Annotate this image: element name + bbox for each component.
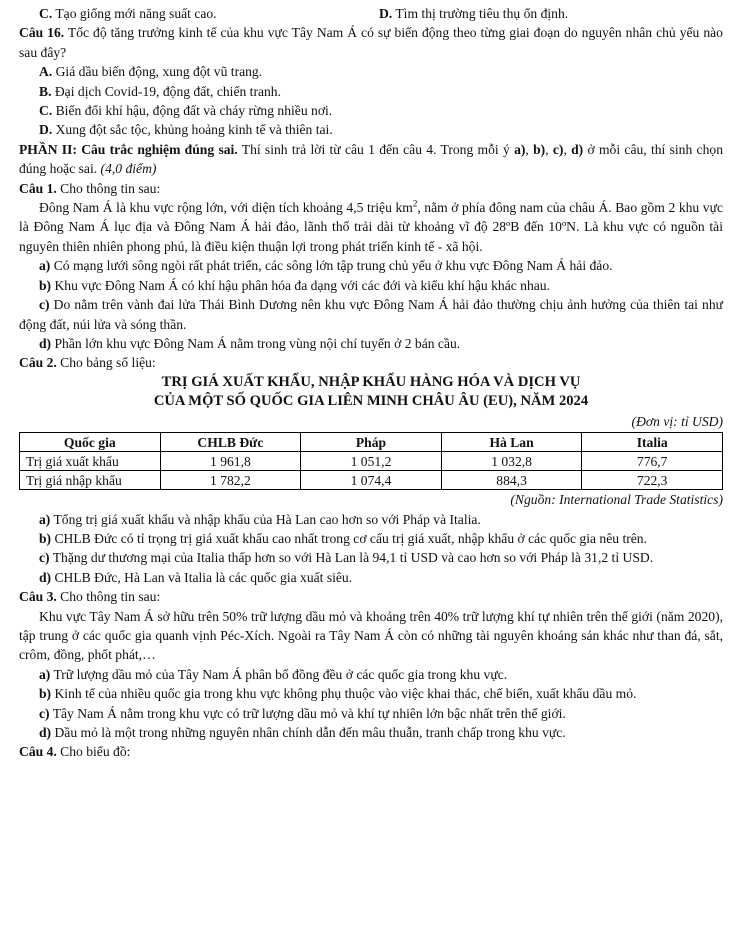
c2-heading: Câu 2. Cho bảng số liệu: xyxy=(19,355,156,371)
q16-question: Câu 16. Tốc độ tăng trưởng kinh tế của khu vực Tây Nam Á có sự biến động theo từng giai đoạn do nguyên nhân chủ yếu nào sau đây? xyxy=(19,25,723,60)
q15-option-c[interactable]: C. Tạo giống mới năng suất cao. xyxy=(39,6,217,21)
table-cell: Trị giá nhập khẩu xyxy=(20,471,161,490)
table-cell: 1 074,4 xyxy=(301,471,442,490)
c1-heading: Câu 1. Cho thông tin sau: xyxy=(19,180,161,196)
q16-option-c[interactable]: C. Biến đổi khí hậu, động đất và cháy rừng nhiều nơi. xyxy=(39,103,333,119)
c1-item-b[interactable]: b) Khu vực Đông Nam Á có khí hậu phân hóa đa dạng với các đới và kiểu khí hậu khác nhau. xyxy=(39,277,550,293)
table-header: Quốc gia xyxy=(20,433,161,452)
c3-item-b[interactable]: b) Kinh tế của nhiều quốc gia trong khu vực không phụ thuộc vào việc khai thác, chế biến, xuất khẩu dầu mỏ. xyxy=(39,686,637,702)
c2-item-a[interactable]: a) Tổng trị giá xuất khẩu và nhập khẩu của Hà Lan cao hơn so với Pháp và Italia. xyxy=(39,511,481,527)
c4-heading: Câu 4. Cho biểu đồ: xyxy=(19,744,131,760)
c1-item-c[interactable]: c) Do nằm trên vành đai lửa Thái Bình Dương nên khu vực Đông Nam Á hải đảo thường chịu ảnh hưởng của thiên tai như động đất, núi lửa và sóng thần. xyxy=(19,297,723,332)
c3-passage: Khu vực Tây Nam Á sở hữu trên 50% trữ lượng dầu mỏ và khoảng trên 40% trữ lượng khí tự nhiên trên thế giới (năm 2020), tập trung ở các quốc gia quanh vịnh Péc-Xích. Ngoài ra Tây Nam Á còn có những tài nguyên khoáng sản khác như than đá, sắt, crôm, đồng, phốt phát,… xyxy=(19,608,723,663)
table-header-row xyxy=(20,433,723,452)
table-cell: 1 782,2 xyxy=(160,471,301,490)
trade-table xyxy=(19,432,723,490)
table-unit: (Đơn vị: tỉ USD) xyxy=(631,413,723,429)
table-row xyxy=(20,471,723,490)
q16-option-d[interactable]: D. Xung đột sắc tộc, khủng hoảng kinh tế và thiên tai. xyxy=(39,122,333,138)
c2-item-d[interactable]: d) CHLB Đức, Hà Lan và Italia là các quốc gia xuất siêu. xyxy=(39,569,353,585)
c3-item-a[interactable]: a) Trữ lượng dầu mỏ của Tây Nam Á phân bố đồng đều ở các quốc gia trong khu vực. xyxy=(39,666,508,682)
table-cell: 1 961,8 xyxy=(160,452,301,471)
table-title-line2: CỦA MỘT SỐ QUỐC GIA LIÊN MINH CHÂU ÂU (EU), NĂM 2024 xyxy=(153,393,589,410)
table-header: Pháp xyxy=(301,433,442,452)
table-cell: 776,7 xyxy=(582,452,723,471)
c3-heading: Câu 3. Cho thông tin sau: xyxy=(19,589,161,605)
q15-options xyxy=(19,4,723,23)
table-header: CHLB Đức xyxy=(160,433,301,452)
table-cell: 1 032,8 xyxy=(441,452,582,471)
table-title-line1: TRỊ GIÁ XUẤT KHẨU, NHẬP KHẨU HÀNG HÓA VÀ DỊCH VỤ xyxy=(161,373,581,390)
table-cell: 1 051,2 xyxy=(301,452,442,471)
c1-passage: Đông Nam Á là khu vực rộng lớn, với diện tích khoảng 4,5 triệu $km^2$, nằm ở phía đông nam của châu Á. Bao gồm 2 khu vực là Đông Nam Á lục địa và Đông Nam Á hải đảo, lãnh thổ trải dài từ khoảng vĩ độ 28ºB đến 10ºN. Là khu vực có nguồn tài nguyên thiên nhiên phong phú, là điều kiện thuận lợi trong phát triển kinh tế - xã hội. xyxy=(19,198,723,254)
c2-item-b[interactable]: b) CHLB Đức có tỉ trọng trị giá xuất khẩu cao nhất trong cơ cấu trị giá xuất, nhập khẩu ở các quốc gia nêu trên. xyxy=(39,530,647,546)
table-header: Italia xyxy=(582,433,723,452)
c3-item-c[interactable]: c) Tây Nam Á nằm trong khu vực có trữ lượng dầu mỏ và khí tự nhiên lớn bậc nhất trên thế giới. xyxy=(39,705,566,721)
part2-instructions: PHẦN II: Câu trắc nghiệm đúng sai. Thí sinh trả lời từ câu 1 đến câu 4. Trong mỗi ý a), b), c), d) ở mỗi câu, thí sinh chọn đúng hoặc sai. (4,0 điểm) xyxy=(19,141,723,177)
table-row xyxy=(20,452,723,471)
q16-option-a[interactable]: A. Giá dầu biến động, xung đột vũ trang. xyxy=(39,64,263,80)
table-header: Hà Lan xyxy=(441,433,582,452)
q16-option-b[interactable]: B. Đại dịch Covid-19, động đất, chiến tranh. xyxy=(39,83,282,99)
table-cell: 884,3 xyxy=(441,471,582,490)
c1-item-a[interactable]: a) Có mạng lưới sông ngòi rất phát triển, các sông lớn tập trung chủ yếu ở khu vực Đông Nam Á hải đảo. xyxy=(39,258,613,274)
c1-item-d[interactable]: d) Phần lớn khu vực Đông Nam Á nằm trong vùng nội chí tuyến ở 2 bán cầu. xyxy=(39,335,461,351)
c3-item-d[interactable]: d) Dầu mỏ là một trong những nguyên nhân chính dẫn đến mâu thuẫn, tranh chấp trong khu vực. xyxy=(39,725,566,740)
table-source: (Nguồn: International Trade Statistics) xyxy=(510,492,723,508)
c2-item-c[interactable]: c) Thặng dư thương mại của Italia thấp hơn so với Hà Lan là 94,1 tỉ USD và cao hơn so với Pháp là 31,2 tỉ USD. xyxy=(39,550,654,566)
table-cell: 722,3 xyxy=(582,471,723,490)
table-cell: Trị giá xuất khẩu xyxy=(20,452,161,471)
q15-option-d[interactable]: D. Tìm thị trường tiêu thụ ổn định. xyxy=(379,6,569,21)
